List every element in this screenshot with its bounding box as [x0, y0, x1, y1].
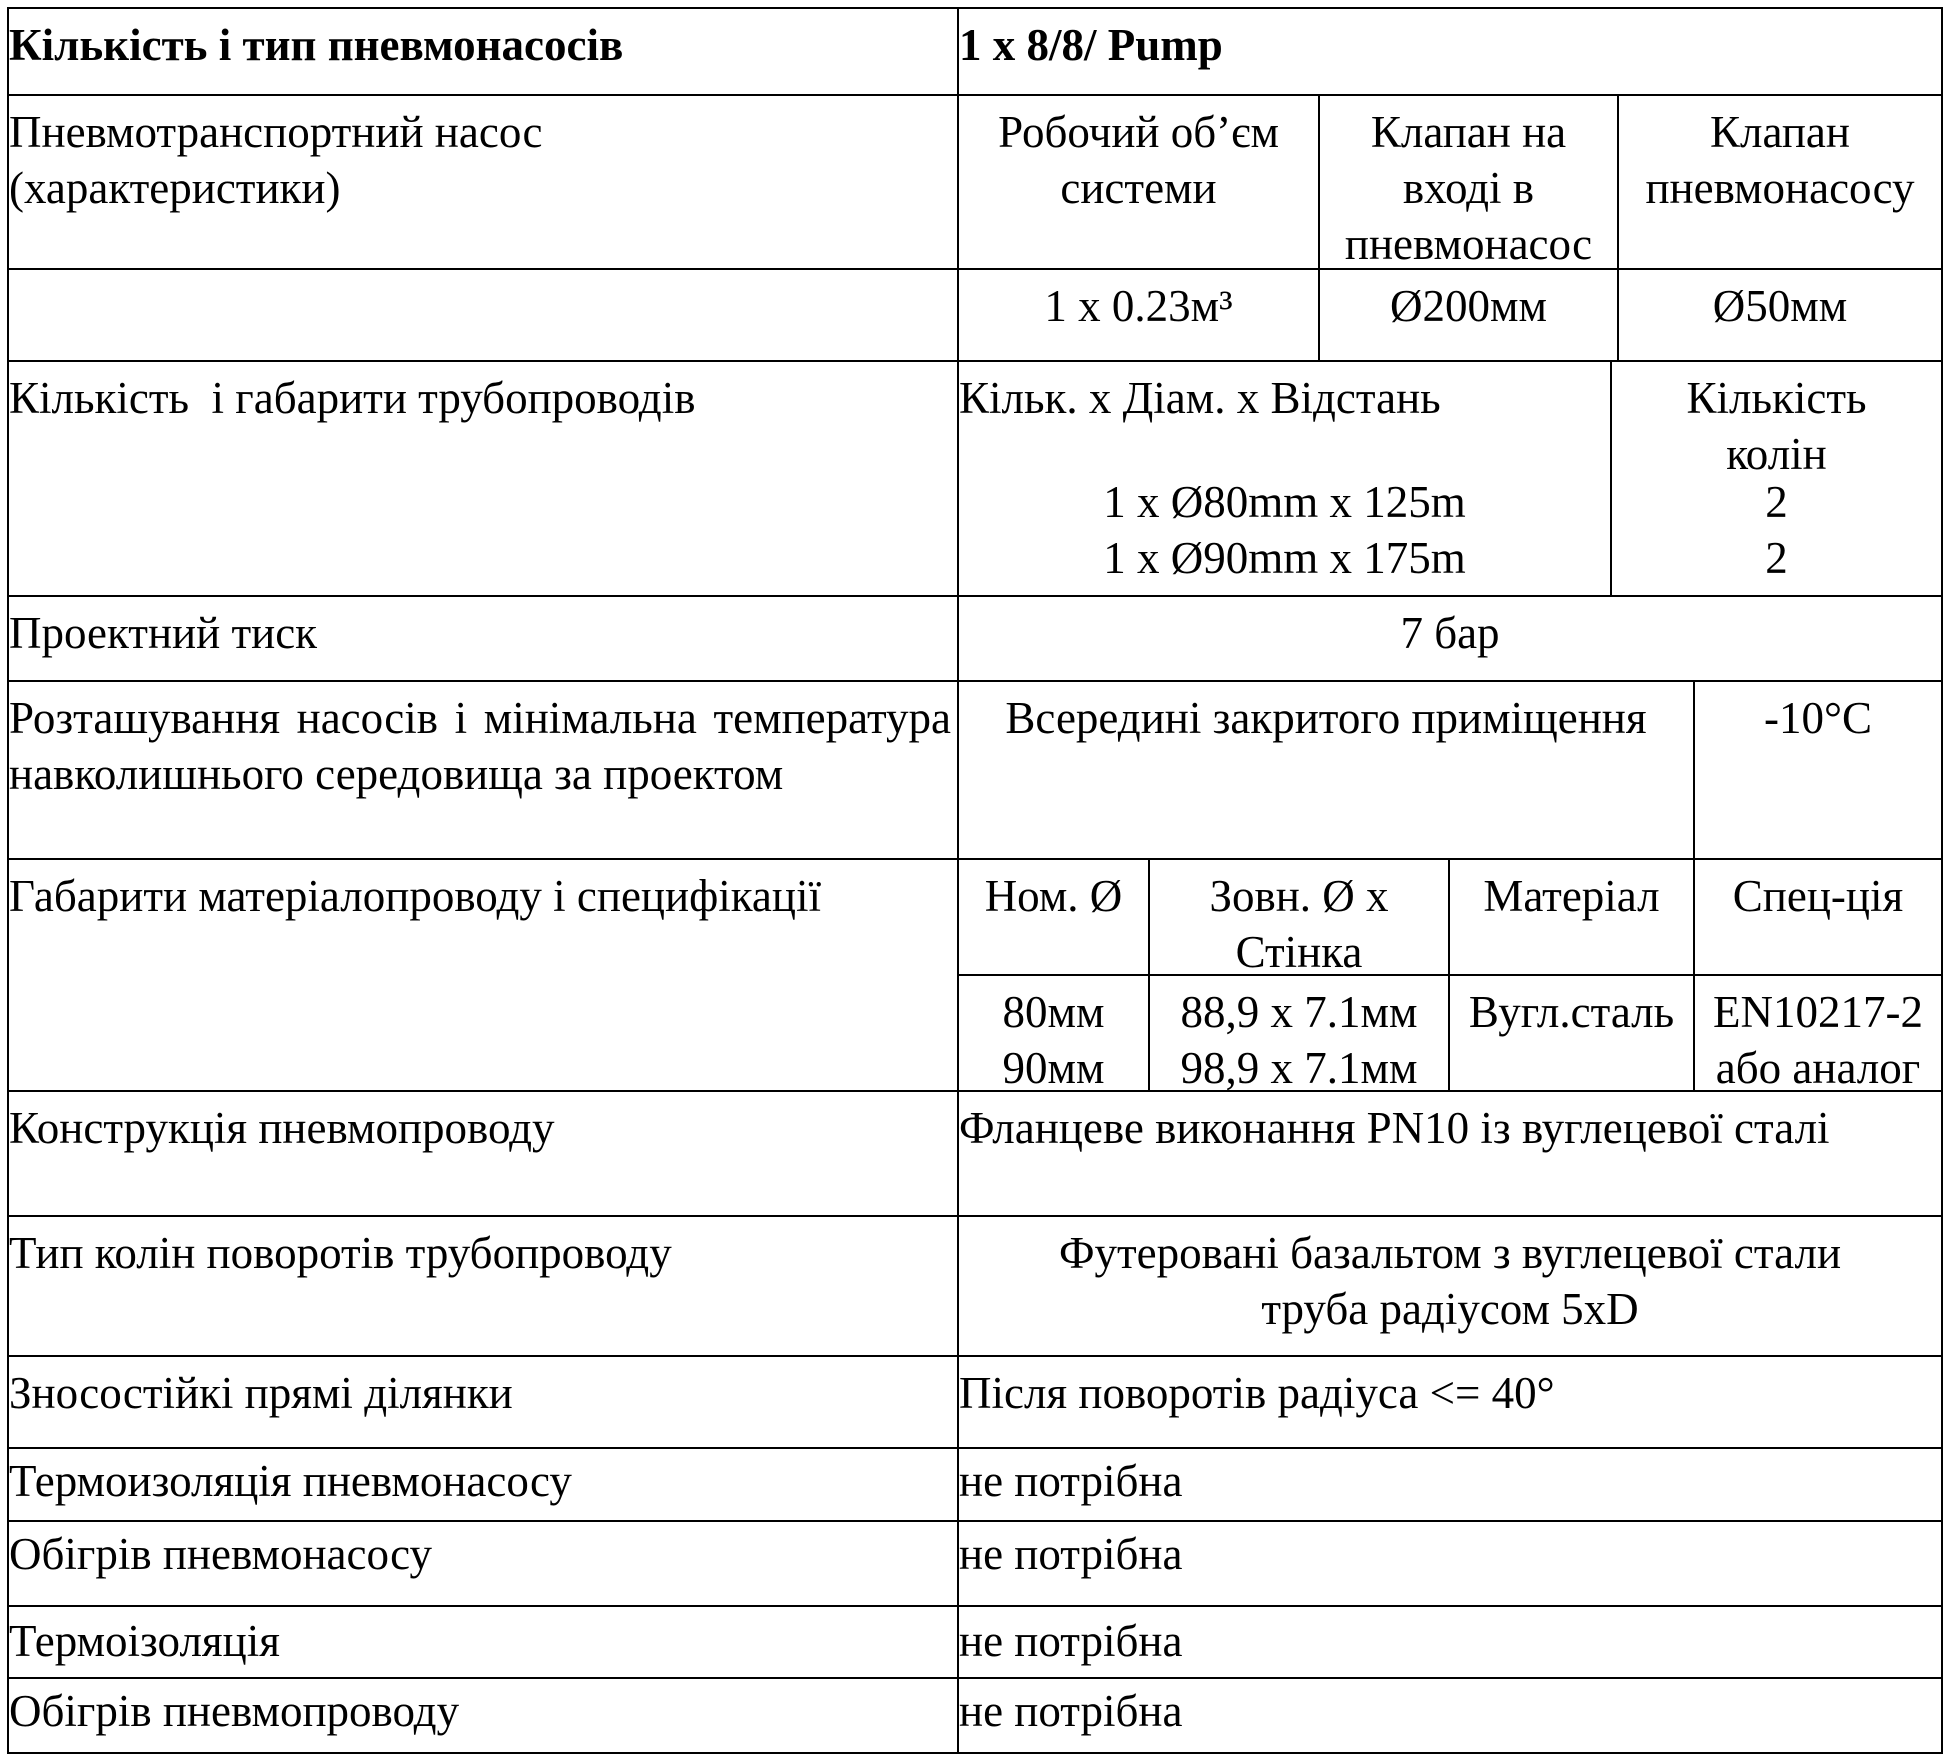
bend-type-value: Футеровані базальтом з вуглецевої стали труба радіусом 5xD	[1058, 1228, 1842, 1334]
pipelines-label: Кількість і габарити трубопроводів	[9, 373, 696, 423]
outer-diameter-wall-header: Зовн. Ø х Стінка	[1209, 871, 1389, 974]
pipeline-dimensions-1: 1 x Ø80mm x 125m	[1103, 477, 1466, 527]
location-label: Розташування насосів і мінімальна температура навколишнього середовища за проектом	[9, 693, 951, 799]
material-pipe-label: Габарити матеріалопроводу і специфікації	[9, 871, 821, 921]
bends-count-1: 2	[1765, 477, 1788, 527]
bends-count-header: Кількість колін	[1686, 373, 1867, 474]
pump-valve-header: Клапан пневмонасосу	[1645, 107, 1915, 213]
construction-value: Фланцеве виконання PN10 із вуглецевої сталі	[959, 1103, 1830, 1153]
material-value: Вугл.сталь	[1468, 987, 1675, 1037]
material-header: Матеріал	[1483, 871, 1660, 921]
specification-header: Спец-ція	[1732, 871, 1904, 921]
working-volume-header: Робочий об’єм системи	[998, 107, 1279, 213]
pump-valve-value: Ø50мм	[1712, 281, 1848, 331]
pipe-heating-label: Обігрів пневмопроводу	[9, 1686, 460, 1736]
specification-value: EN10217-2 або аналог	[1713, 987, 1923, 1090]
wear-sections-label: Зносостійкі прямі ділянки	[9, 1368, 513, 1418]
pump-specs-label: Пневмотранспортний насос (характеристики)	[9, 107, 543, 213]
working-volume-value: 1 x 0.23м³	[1044, 281, 1233, 331]
pipeline-dimensions-header: Кільк. х Діам. х Відстань	[959, 373, 1441, 423]
nominal-diameter-values: 80мм 90мм	[1002, 987, 1105, 1090]
pipeline-dimensions-2: 1 x Ø90mm x 175m	[1103, 533, 1466, 583]
pipe-heating-value: не потрібна	[959, 1686, 1183, 1736]
inlet-valve-value: Ø200мм	[1390, 281, 1547, 331]
pump-heating-value: не потрібна	[959, 1529, 1183, 1579]
inlet-valve-header: Клапан на вході в пневмонасос	[1344, 107, 1593, 268]
nominal-diameter-header: Ном. Ø	[984, 871, 1123, 921]
design-pressure-label: Проектний тиск	[9, 608, 318, 658]
min-temperature-value: -10°C	[1764, 693, 1872, 743]
bends-count-2: 2	[1765, 533, 1788, 583]
bend-type-label: Тип колін поворотів трубопроводу	[9, 1228, 672, 1278]
table-rule	[7, 1752, 1943, 1754]
pump-heating-label: Обігрів пневмонасосу	[9, 1529, 432, 1579]
construction-label: Конструкція пневмопроводу	[9, 1103, 555, 1153]
insulation-value: не потрібна	[959, 1616, 1183, 1666]
pump-insulation-label: Термоизоляція пневмонасосу	[9, 1456, 572, 1506]
table-rule	[1941, 7, 1943, 1754]
insulation-label: Термоізоляція	[9, 1616, 280, 1666]
pump-count-value: 1 х 8/8/ Pump	[959, 20, 1223, 70]
pump-insulation-value: не потрібна	[959, 1456, 1183, 1506]
location-value: Всередині закритого приміщення	[1005, 693, 1647, 743]
design-pressure-value: 7 бар	[1400, 608, 1500, 658]
pump-count-label: Кількість і тип пневмонасосів	[9, 20, 624, 70]
wear-sections-value: Після поворотів радіуса <= 40°	[959, 1368, 1555, 1418]
outer-diameter-wall-values: 88,9 x 7.1мм 98,9 x 7.1мм	[1180, 987, 1418, 1090]
